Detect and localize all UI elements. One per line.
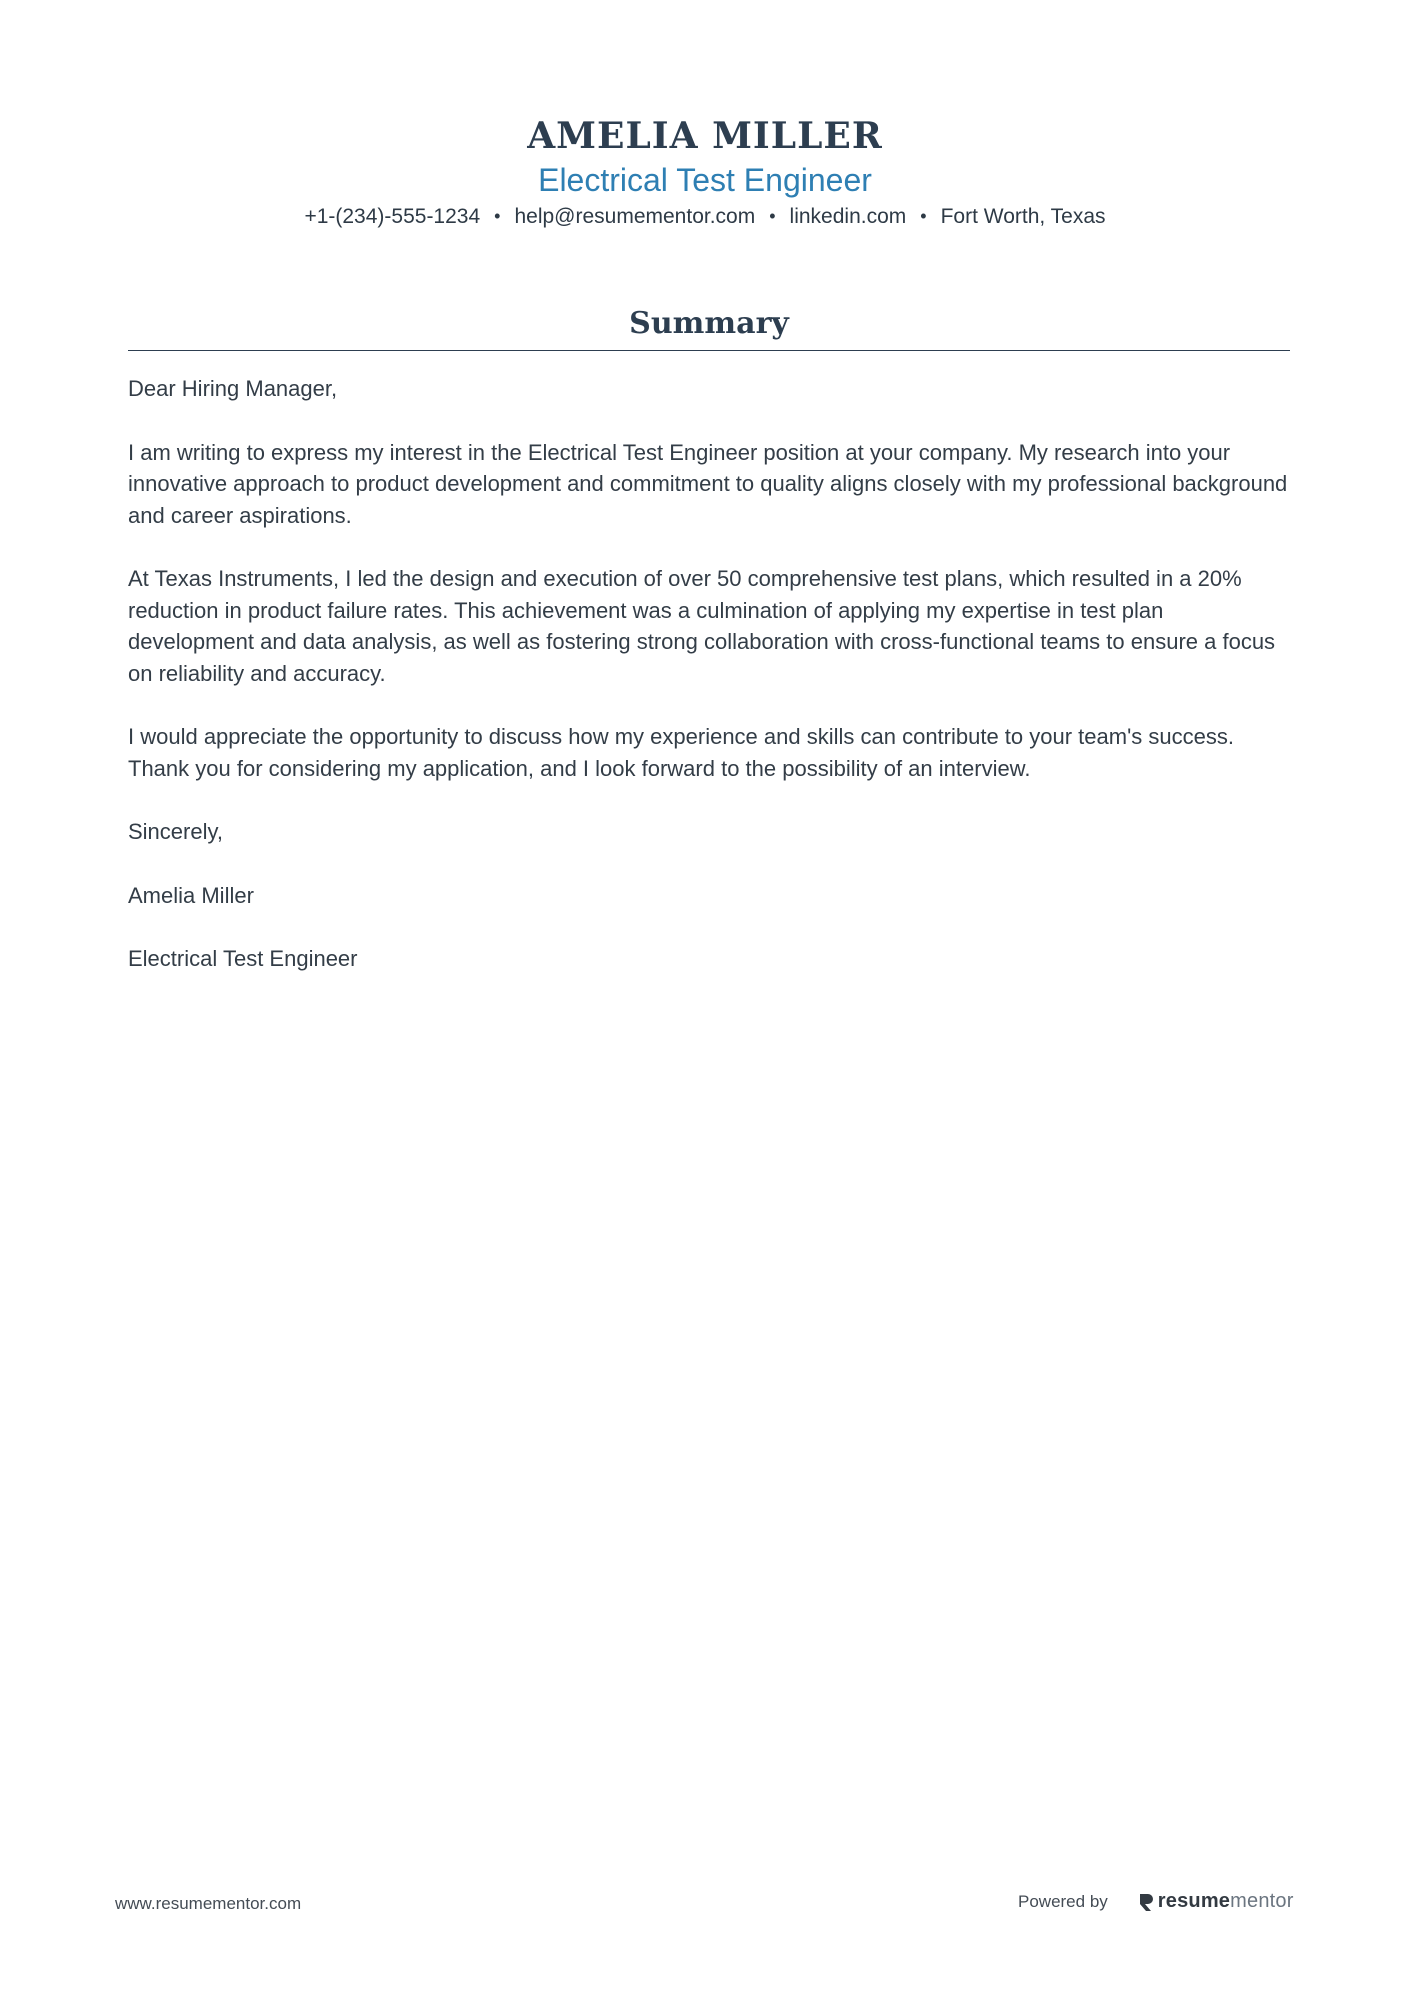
section-title: Summary: [629, 306, 789, 341]
candidate-name: AMELIA MILLER: [527, 115, 883, 157]
contact-separator: •: [769, 206, 776, 226]
footer-website[interactable]: www.resumementor.com: [115, 1894, 302, 1913]
letter-paragraph-3: I would appreciate the opportunity to discuss how my experience and skills can contribute to your team's success. Thank you for considering my application, and I look forward to the possibility of an interview.: [128, 724, 1234, 781]
signature-title: Electrical Test Engineer: [128, 946, 358, 971]
brand-name-part2: mentor: [1230, 1890, 1294, 1912]
contact-separator: •: [920, 206, 927, 226]
letter-paragraph-2: At Texas Instruments, I led the design and execution of over 50 comprehensive test plans, which resulted in a 20% reduction in product failure rates. This achievement was a culmination of applying my expertise in test plan development and data analysis, as well as fostering strong collaboration with cross-functional teams to ensure a focus on reliability and accuracy.: [128, 566, 1276, 686]
summary-section: [128, 302, 1290, 1007]
signature-name: Amelia Miller: [128, 882, 254, 908]
letter-paragraph-1: I am writing to express my interest in the Electrical Test Engineer position at your company. My research into your innovative approach to product development and commitment to quality aligns closely with my professional background and career aspirations.: [128, 439, 1288, 528]
powered-by-label: Powered by: [1018, 1891, 1108, 1911]
footer-branding: [1018, 1890, 1294, 1913]
section-divider: [128, 350, 1290, 351]
contact-separator: •: [494, 206, 501, 226]
contact-location: Fort Worth, Texas: [940, 205, 1106, 228]
contact-website[interactable]: linkedin.com: [789, 205, 907, 228]
letter-closing: Sincerely,: [128, 819, 223, 844]
letter-greeting: Dear Hiring Manager,: [128, 376, 338, 401]
resume-header: [0, 112, 1410, 231]
contact-line: [0, 202, 1410, 231]
candidate-title: Electrical Test Engineer: [538, 162, 872, 198]
brand-name-part1: resume: [1157, 1890, 1231, 1912]
letter-body: [128, 373, 1290, 975]
contact-phone: +1-(234)-555-1234: [304, 205, 481, 228]
resumementor-logo-icon: [1138, 1892, 1154, 1912]
brand-logo[interactable]: [1138, 1890, 1294, 1913]
contact-email[interactable]: help@resumementor.com: [514, 205, 756, 228]
